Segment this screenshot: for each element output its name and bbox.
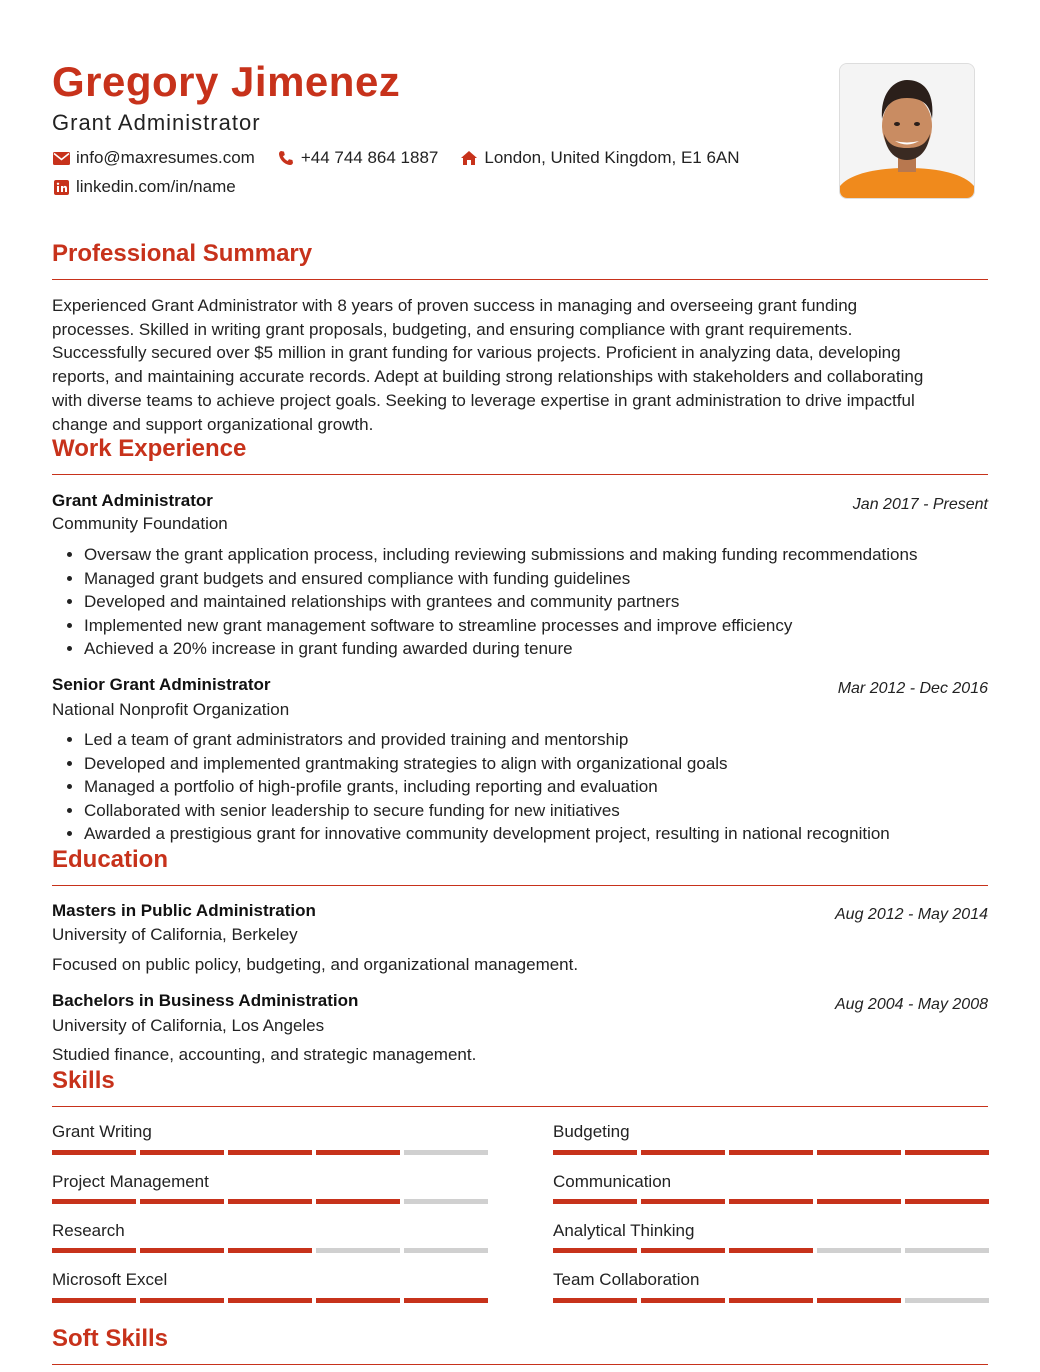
- skill-bar-segment-filled: [553, 1199, 637, 1204]
- degree-title: Masters in Public Administration: [52, 901, 316, 920]
- skill-name: Project Management: [52, 1172, 209, 1191]
- phone-icon: [277, 149, 295, 167]
- skill-name: Communication: [553, 1172, 672, 1191]
- school-name: University of California, Berkeley: [52, 925, 298, 944]
- skill-bar-segment-empty: [404, 1199, 488, 1204]
- skill-bar-segment-filled: [140, 1298, 224, 1303]
- list-item: • Implemented new grant management software to streamline processes and improve efficiency: [84, 614, 1034, 638]
- section-title-summary: Professional Summary: [52, 240, 313, 267]
- linkedin-icon: [52, 178, 70, 196]
- job-bullets: [52, 728, 1034, 846]
- skill-bar-segment-filled: [905, 1199, 989, 1204]
- skill-name: Grant Writing: [52, 1122, 152, 1141]
- school-name: University of California, Los Angeles: [52, 1016, 325, 1035]
- contact-row-1: [52, 148, 762, 168]
- skill-bar-segment-filled: [817, 1150, 901, 1155]
- contact-row-2: [52, 177, 258, 197]
- skill-bar-segment-filled: [553, 1150, 637, 1155]
- skill-bar-segment-filled: [817, 1298, 901, 1303]
- summary-line: with diverse teams to achieve project goals. Seeking to leverage expertise in grant administration to drive impactful: [52, 390, 915, 410]
- skill-bar-segment-filled: [52, 1298, 136, 1303]
- list-item: • Oversaw the grant application process, including reviewing submissions and making funding recommendations: [84, 543, 1034, 567]
- skill-bar-segment-empty: [404, 1248, 488, 1253]
- skill-bar: [52, 1248, 488, 1253]
- skill-bar: [52, 1199, 488, 1204]
- phone-text: +44 744 864 1887: [300, 148, 439, 167]
- skill-name: Budgeting: [553, 1122, 630, 1141]
- skill-bar-segment-empty: [316, 1248, 400, 1253]
- profile-photo: [839, 63, 975, 199]
- summary-line: Successfully secured over $5 million in grant funding for various projects. Proficient in analyzing data, developing: [52, 343, 901, 363]
- email-text: info@maxresumes.com: [76, 148, 255, 167]
- skill-bar-segment-filled: [140, 1248, 224, 1253]
- skill-name: Microsoft Excel: [52, 1270, 168, 1289]
- skill-name: Team Collaboration: [553, 1270, 700, 1289]
- skill-bar-segment-filled: [316, 1150, 400, 1155]
- section-title-soft-skills: Soft Skills: [52, 1325, 169, 1352]
- skill-bar: [553, 1150, 989, 1155]
- summary-line: Experienced Grant Administrator with 8 years of proven success in managing and overseeing grant funding: [52, 296, 858, 315]
- job-organization: Community Foundation: [52, 514, 228, 533]
- skill-bar-segment-filled: [140, 1150, 224, 1155]
- section-title-education: Education: [52, 846, 169, 873]
- skill-bar-segment-filled: [729, 1199, 813, 1204]
- skill-name: Research: [52, 1221, 125, 1240]
- skill-bar-segment-empty: [905, 1298, 989, 1303]
- job-organization: National Nonprofit Organization: [52, 700, 290, 719]
- list-item: • Developed and implemented grantmaking strategies to align with organizational goals: [84, 752, 1034, 776]
- candidate-name: Gregory Jimenez: [52, 58, 401, 105]
- section-divider: [52, 1106, 988, 1107]
- skill-bar-segment-filled: [641, 1248, 725, 1253]
- skill-bar-segment-filled: [316, 1199, 400, 1204]
- list-item: • Managed grant budgets and ensured compliance with funding guidelines: [84, 567, 1034, 591]
- skill-bar-segment-filled: [817, 1199, 901, 1204]
- degree-description: Studied finance, accounting, and strategic management.: [52, 1045, 477, 1064]
- skill-bar-segment-filled: [52, 1248, 136, 1253]
- job-title: Grant Administrator: [52, 491, 213, 510]
- skill-bar-segment-filled: [553, 1248, 637, 1253]
- list-item: • Developed and maintained relationships with grantees and community partners: [84, 590, 1034, 614]
- skill-bar-segment-filled: [228, 1298, 312, 1303]
- list-item: • Achieved a 20% increase in grant funding awarded during tenure: [84, 637, 1034, 661]
- location-text: London, United Kingdom, E1 6AN: [484, 148, 740, 167]
- skill-bar: [553, 1298, 989, 1303]
- list-item: • Led a team of grant administrators and provided training and mentorship: [84, 728, 1034, 752]
- skill-bar-segment-filled: [316, 1298, 400, 1303]
- degree-dates: Aug 2004 - May 2008: [835, 996, 988, 1013]
- list-item: • Collaborated with senior leadership to secure funding for new initiatives: [84, 799, 1034, 823]
- section-divider: [52, 474, 988, 475]
- section-divider: [52, 279, 988, 280]
- list-item: • Managed a portfolio of high-profile grants, including reporting and evaluation: [84, 775, 1034, 799]
- skill-bar-segment-filled: [404, 1298, 488, 1303]
- skill-bar-segment-filled: [641, 1150, 725, 1155]
- summary-line: change and support organizational growth.: [52, 414, 374, 434]
- skill-bar: [553, 1248, 989, 1253]
- degree-description: Focused on public policy, budgeting, and organizational management.: [52, 955, 579, 974]
- skill-bar-segment-filled: [641, 1298, 725, 1303]
- phone-item[interactable]: [277, 148, 439, 168]
- home-icon: [460, 149, 478, 167]
- summary-line: reports, and maintaining accurate records. Adept at building strong relationships with stakeholders and collaborating: [52, 367, 924, 387]
- skill-bar-segment-empty: [817, 1248, 901, 1253]
- email-item[interactable]: [52, 148, 255, 168]
- skill-bar-segment-filled: [52, 1199, 136, 1204]
- section-title-experience: Work Experience: [52, 435, 247, 462]
- location-item: [460, 148, 739, 168]
- skill-bar-segment-empty: [905, 1248, 989, 1253]
- skill-bar-segment-filled: [228, 1199, 312, 1204]
- skill-bar-segment-filled: [140, 1199, 224, 1204]
- skill-bar: [52, 1150, 488, 1155]
- skill-bar-segment-filled: [553, 1298, 637, 1303]
- summary-text: [52, 294, 992, 436]
- degree-title: Bachelors in Business Administration: [52, 991, 359, 1010]
- skill-bar-segment-filled: [729, 1150, 813, 1155]
- skill-bar: [553, 1199, 989, 1204]
- linkedin-item[interactable]: [52, 177, 236, 197]
- skill-bar-segment-filled: [905, 1150, 989, 1155]
- envelope-icon: [52, 149, 70, 167]
- list-item: • Awarded a prestigious grant for innovative community development project, resulting in national recognition: [84, 822, 1034, 846]
- candidate-title: Grant Administrator: [52, 110, 261, 135]
- section-divider: [52, 885, 988, 886]
- section-divider: [52, 1364, 988, 1365]
- job-dates: Jan 2017 - Present: [852, 496, 988, 513]
- job-dates: Mar 2012 - Dec 2016: [837, 680, 988, 697]
- skill-bar-segment-filled: [641, 1199, 725, 1204]
- skill-bar-segment-filled: [729, 1298, 813, 1303]
- skill-bar-segment-filled: [52, 1150, 136, 1155]
- degree-dates: Aug 2012 - May 2014: [835, 906, 988, 923]
- linkedin-text: linkedin.com/in/name: [76, 177, 236, 196]
- job-bullets: [52, 543, 1034, 661]
- skill-bar-segment-filled: [729, 1248, 813, 1253]
- skill-bar-segment-filled: [228, 1248, 312, 1253]
- skill-bar-segment-filled: [228, 1150, 312, 1155]
- skill-name: Analytical Thinking: [553, 1221, 695, 1240]
- summary-line: processes. Skilled in writing grant proposals, budgeting, and ensuring compliance with grant requirements.: [52, 319, 853, 339]
- skill-bar: [52, 1298, 488, 1303]
- job-title: Senior Grant Administrator: [52, 675, 271, 694]
- skill-bar-segment-empty: [404, 1150, 488, 1155]
- section-title-skills: Skills: [52, 1067, 115, 1094]
